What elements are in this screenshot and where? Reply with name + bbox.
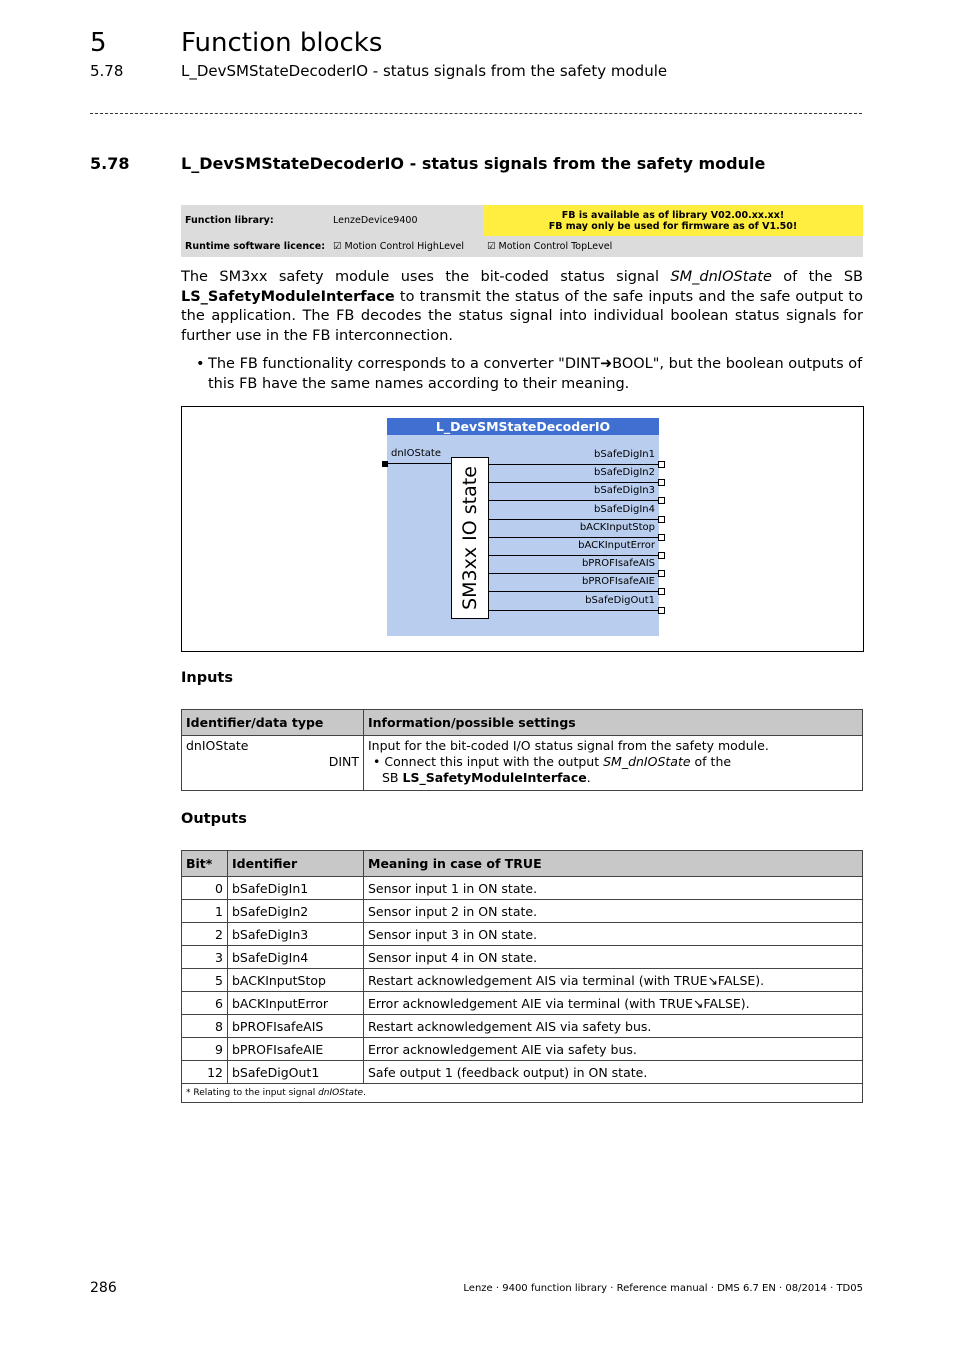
fb-diagram xyxy=(181,406,864,652)
input-port-label: dnIOState xyxy=(391,448,441,459)
table-row xyxy=(182,992,863,1015)
identifier-cell: bPROFIsafeAIS xyxy=(228,1015,364,1038)
meaning-cell: Sensor input 1 in ON state. xyxy=(364,877,863,900)
bit-cell: 2 xyxy=(182,923,228,946)
identifier-cell: bSafeDigOut1 xyxy=(228,1061,364,1084)
intro-text-3: to transmit the status of the safe inputs and the safe output to the application. The FB decodes the status signal into individual boolean status signals for further use in the FB interconnection. xyxy=(181,288,863,344)
output-port-label: bSafeDigOut1 xyxy=(585,594,655,606)
bit-cell: 8 xyxy=(182,1015,228,1038)
inputs-heading: Inputs xyxy=(181,670,233,686)
fb-body xyxy=(387,435,659,636)
intro-text-2: of the SB xyxy=(771,269,863,285)
input-bullet-signal: SM_dnIOState xyxy=(603,754,691,769)
meaning-cell: Sensor input 4 in ON state. xyxy=(364,946,863,969)
input-info-cell xyxy=(364,736,863,791)
identifier-cell: bSafeDigIn4 xyxy=(228,946,364,969)
licence-label: Runtime software licence: xyxy=(181,236,329,257)
intro-text-1: The SM3xx safety module uses the bit-coded status signal xyxy=(181,269,671,285)
input-bullet-sb-link[interactable]: LS_SafetyModuleInterface xyxy=(402,770,587,785)
output-wire xyxy=(488,537,661,538)
meaning-cell: Sensor input 2 in ON state. xyxy=(364,900,863,923)
header-divider xyxy=(90,113,862,114)
library-label: Function library: xyxy=(181,205,329,236)
intro-sb-link[interactable]: LS_SafetyModuleInterface xyxy=(181,288,395,305)
output-port-label: bSafeDigIn3 xyxy=(594,485,655,497)
output-wire xyxy=(488,573,661,574)
meaning-cell: Restart acknowledgement AIS via safety bus. xyxy=(364,1015,863,1038)
bit-cell: 5 xyxy=(182,969,228,992)
inputs-col-info: Information/possible settings xyxy=(364,710,863,736)
availability-line-1: FB is available as of library V02.00.xx.xx! xyxy=(561,209,785,221)
bullet-text: The FB functionality corresponds to a converter "DINT➜BOOL", but the boolean outputs of this FB have the same names according to their meaning. xyxy=(208,356,863,392)
output-wire xyxy=(488,482,661,483)
output-port-label: bACKInputStop xyxy=(579,521,655,533)
decoder-label: SM3xx IO state xyxy=(459,466,481,610)
input-bullet-line1 xyxy=(368,754,858,770)
outputs-table xyxy=(181,850,863,1103)
page-number: 286 xyxy=(90,1280,117,1296)
outputs-heading: Outputs xyxy=(181,811,247,827)
running-section-title: L_DevSMStateDecoderIO - status signals from the safety module xyxy=(181,62,668,80)
meaning-cell: Error acknowledgement AIE via safety bus. xyxy=(364,1038,863,1061)
meaning-cell: Restart acknowledgement AIS via terminal (with TRUE↘FALSE). xyxy=(364,969,863,992)
outputs-rows xyxy=(182,877,863,1084)
bit-cell: 3 xyxy=(182,946,228,969)
chapter-title: Function blocks xyxy=(181,28,383,58)
meaning-cell: Error acknowledgement AIE via terminal (with TRUE↘FALSE). xyxy=(364,992,863,1015)
table-row xyxy=(182,923,863,946)
table-row xyxy=(182,946,863,969)
input-bullet-text-a: • Connect this input with the output xyxy=(373,754,604,769)
library-info-table xyxy=(181,205,863,257)
table-row xyxy=(182,900,863,923)
input-identifier-cell xyxy=(182,736,364,791)
input-identifier: dnIOState xyxy=(186,738,249,753)
output-pin xyxy=(658,461,665,468)
output-wire xyxy=(488,610,661,611)
inputs-col-identifier: Identifier/data type xyxy=(182,710,364,736)
output-port-label: bSafeDigIn1 xyxy=(594,449,655,460)
fb-title: L_DevSMStateDecoderIO xyxy=(387,418,659,435)
bit-cell: 9 xyxy=(182,1038,228,1061)
intro-signal: SM_dnIOState xyxy=(670,269,772,285)
output-wire xyxy=(488,464,661,465)
output-wire xyxy=(488,519,661,520)
identifier-cell: bACKInputError xyxy=(228,992,364,1015)
meaning-cell: Sensor input 3 in ON state. xyxy=(364,923,863,946)
table-row xyxy=(182,1061,863,1084)
footer-text: Lenze · 9400 function library · Reference manual · DMS 6.7 EN · 08/2014 · TD05 xyxy=(463,1283,863,1294)
identifier-cell: bPROFIsafeAIE xyxy=(228,1038,364,1061)
intro-paragraph xyxy=(181,268,863,346)
identifier-cell: bSafeDigIn1 xyxy=(228,877,364,900)
table-row xyxy=(182,969,863,992)
output-port-label: bACKInputError xyxy=(578,540,655,551)
table-row xyxy=(182,1038,863,1061)
footnote-text-a: * Relating to the input signal xyxy=(186,1088,319,1098)
output-port-label: bSafeDigIn4 xyxy=(594,503,655,515)
input-bullet-text-d: . xyxy=(586,770,591,785)
output-pin xyxy=(658,516,665,523)
section-title: L_DevSMStateDecoderIO - status signals from the safety module xyxy=(181,154,766,173)
input-info: Input for the bit-coded I/O status signal from the safety module. xyxy=(368,738,769,753)
output-port-label: bPROFIsafeAIE xyxy=(581,576,655,588)
bit-cell: 0 xyxy=(182,877,228,900)
input-datatype: DINT xyxy=(328,754,359,769)
availability-line-2: FB may only be used for firmware as of V1.50! xyxy=(548,220,798,232)
chapter-number: 5 xyxy=(90,28,107,58)
library-value: LenzeDevice9400 xyxy=(329,205,483,236)
outputs-footnote xyxy=(182,1084,863,1103)
outputs-col-bit: Bit* xyxy=(182,851,228,877)
input-bullet-text-b: of the xyxy=(690,754,732,769)
output-wire xyxy=(488,591,661,592)
outputs-col-identifier: Identifier xyxy=(228,851,364,877)
output-pin xyxy=(658,497,665,504)
output-pin xyxy=(658,534,665,541)
identifier-cell: bSafeDigIn3 xyxy=(228,923,364,946)
output-wire xyxy=(488,555,661,556)
bit-cell: 6 xyxy=(182,992,228,1015)
bit-cell: 1 xyxy=(182,900,228,923)
output-port-label: bPROFIsafeAIS xyxy=(581,558,655,570)
output-port-label: bSafeDigIn2 xyxy=(594,467,655,479)
licence-toplevel: ☑ Motion Control TopLevel xyxy=(483,236,863,257)
output-pin xyxy=(658,552,665,559)
input-bullet-line2 xyxy=(368,770,858,786)
meaning-cell: Safe output 1 (feedback output) in ON state. xyxy=(364,1061,863,1084)
identifier-cell: bACKInputStop xyxy=(228,969,364,992)
output-pin xyxy=(658,588,665,595)
availability-note xyxy=(483,205,863,236)
running-section-number: 5.78 xyxy=(90,62,124,80)
input-bullet-text-c: SB xyxy=(382,770,403,785)
output-pin xyxy=(658,479,665,486)
footnote-text-b: . xyxy=(363,1088,366,1098)
bit-cell: 12 xyxy=(182,1061,228,1084)
bullet-dot: • xyxy=(196,356,205,372)
decoder-block xyxy=(451,457,489,619)
table-row xyxy=(182,1015,863,1038)
output-pin xyxy=(658,607,665,614)
footnote-signal: dnIOState xyxy=(318,1088,364,1098)
inputs-table xyxy=(181,709,863,791)
output-wire xyxy=(488,500,661,501)
licence-highlevel: ☑ Motion Control HighLevel xyxy=(329,236,483,257)
section-number: 5.78 xyxy=(90,154,130,173)
output-pin xyxy=(658,570,665,577)
identifier-cell: bSafeDigIn2 xyxy=(228,900,364,923)
table-row xyxy=(182,877,863,900)
input-pin xyxy=(382,461,388,467)
outputs-col-meaning: Meaning in case of TRUE xyxy=(364,851,863,877)
